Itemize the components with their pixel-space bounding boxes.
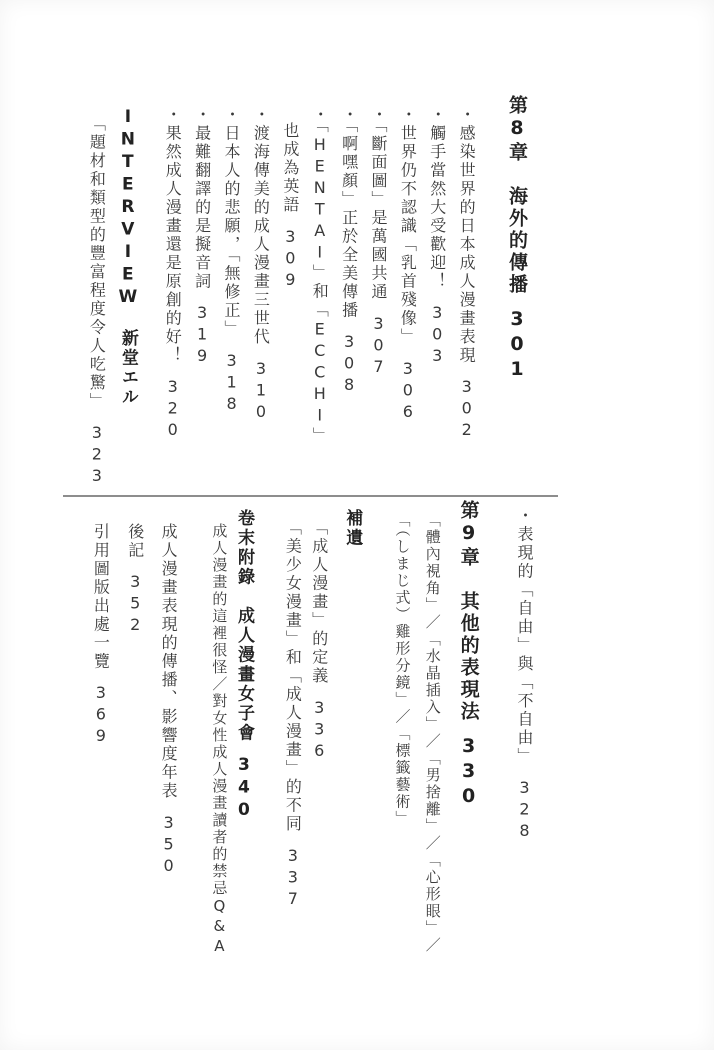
appendix-subtitle-text: 成人漫畫的這裡很怪／對女性成人漫畫讀者的禁忌Q&A xyxy=(210,523,229,957)
supplement-heading xyxy=(342,509,362,940)
appendix-heading xyxy=(233,509,253,940)
toc-entry-text: 後記 xyxy=(125,523,145,560)
toc-section-chapter8 xyxy=(76,95,528,488)
toc-entry-text: ・「HENTAI」和「ECCHI」 xyxy=(310,106,330,446)
chapter8-title xyxy=(505,95,527,465)
toc-entry-page: 320 xyxy=(163,377,183,442)
toc-entry-page: 328 xyxy=(515,778,534,843)
toc-entry-page: 306 xyxy=(398,358,418,423)
chapter9-topics-line2 xyxy=(393,512,410,940)
toc-entry xyxy=(192,106,210,465)
chapter8-title-text: 第8章 海外的傳播 xyxy=(506,95,528,296)
toc-entry-page: 336 xyxy=(309,697,329,762)
toc-entry-text: 也成為英語 xyxy=(280,122,300,215)
toc-entry-page: 302 xyxy=(457,377,477,442)
appendix-heading-page: 340 xyxy=(233,755,254,823)
interview-heading-text: INTERVIEW 新堂エル xyxy=(117,107,138,407)
toc-section-chapter9 xyxy=(80,500,534,957)
toc-entry-text: ・「啊嘿顏」正於全美傳播 xyxy=(339,106,359,320)
toc-entry-text: ・感染世界的日本成人漫畫表現 xyxy=(457,106,477,365)
toc-entry xyxy=(91,523,109,940)
toc-entry-page: 337 xyxy=(283,845,303,910)
toc-entry-text: ・表現的「自由」與「不自由」 xyxy=(515,507,534,766)
interview-subtitle xyxy=(87,115,107,488)
toc-entry-text: ・果然成人漫畫還是原創的好！ xyxy=(163,106,183,365)
toc-entry-text: 引用圖版出處一覽 xyxy=(91,523,111,671)
interview-subtitle-text: 「題材和類型的豐富程度令人吃驚」 xyxy=(87,115,107,411)
toc-entry xyxy=(457,106,475,465)
toc-entry xyxy=(310,106,328,465)
chapter9-title-page: 330 xyxy=(457,735,480,810)
toc-entry xyxy=(309,519,327,940)
toc-entry xyxy=(283,519,301,940)
toc-entry-page: 309 xyxy=(280,226,300,291)
chapter9-title xyxy=(457,500,479,940)
toc-entry-text: ・日本人的悲願，「無修正」 xyxy=(222,106,242,339)
toc-entry xyxy=(251,106,269,465)
toc-entry-text: ・渡海傳美的成人漫畫三世代 xyxy=(251,106,271,347)
toc-entry-text: ・最難翻譯的是擬音詞 xyxy=(192,106,212,291)
toc-entry xyxy=(159,523,177,940)
toc-entry-text: ・世界仍不認識「乳首殘像」 xyxy=(398,106,418,347)
toc-entry-page: 369 xyxy=(91,683,111,748)
toc-entry-page: 303 xyxy=(427,303,447,368)
toc-entry xyxy=(398,106,416,465)
toc-entry xyxy=(125,523,143,940)
toc-entry-page: 307 xyxy=(368,313,388,378)
section-divider-rule xyxy=(63,495,558,497)
toc-entry xyxy=(427,106,445,465)
toc-entry-page: 318 xyxy=(222,350,242,415)
toc-entry xyxy=(163,106,181,465)
toc-entry xyxy=(222,106,240,465)
toc-entry-text: ・觸手當然大受歡迎！ xyxy=(427,106,447,291)
toc-entry-page: 352 xyxy=(125,572,145,637)
toc-entry-text: 「美少女漫畫」和「成人漫畫」的不同 xyxy=(283,519,303,834)
toc-entry-page: 350 xyxy=(159,812,179,877)
chapter9-topics-text: 「體內視角」／「水晶插入」／「男捨離」／「心形眼」／ xyxy=(423,512,442,954)
appendix-heading-text: 卷末附錄 成人漫畫女子會 xyxy=(233,509,254,743)
toc-entry xyxy=(339,106,357,465)
toc-entry-page: 319 xyxy=(192,303,212,368)
chapter9-title-text: 第9章 其他的表現法 xyxy=(457,500,480,723)
toc-entry-text: 「成人漫畫」的定義 xyxy=(309,519,329,686)
supplement-heading-text: 補遺 xyxy=(342,509,363,548)
toc-entry-page: 308 xyxy=(339,332,359,397)
toc-entry-text: ・「斷面圖」是萬國共通 xyxy=(368,106,388,302)
interview-heading xyxy=(117,107,137,465)
toc-entry-text: 成人漫畫表現的傳播、影響度年表 xyxy=(159,523,179,801)
toc-entry-continuation xyxy=(280,122,298,465)
interview-page: 323 xyxy=(87,423,107,488)
chapter9-topics-line1 xyxy=(423,512,442,954)
toc-entry-page: 310 xyxy=(251,358,271,423)
toc-entry xyxy=(369,106,387,465)
chapter9-topics-text: 「（しまじ式）雞形分鏡」／「標籤藝術」 xyxy=(393,512,412,828)
appendix-subtitle xyxy=(210,523,229,957)
toc-entry xyxy=(515,507,533,940)
chapter8-title-page: 301 xyxy=(506,308,528,383)
